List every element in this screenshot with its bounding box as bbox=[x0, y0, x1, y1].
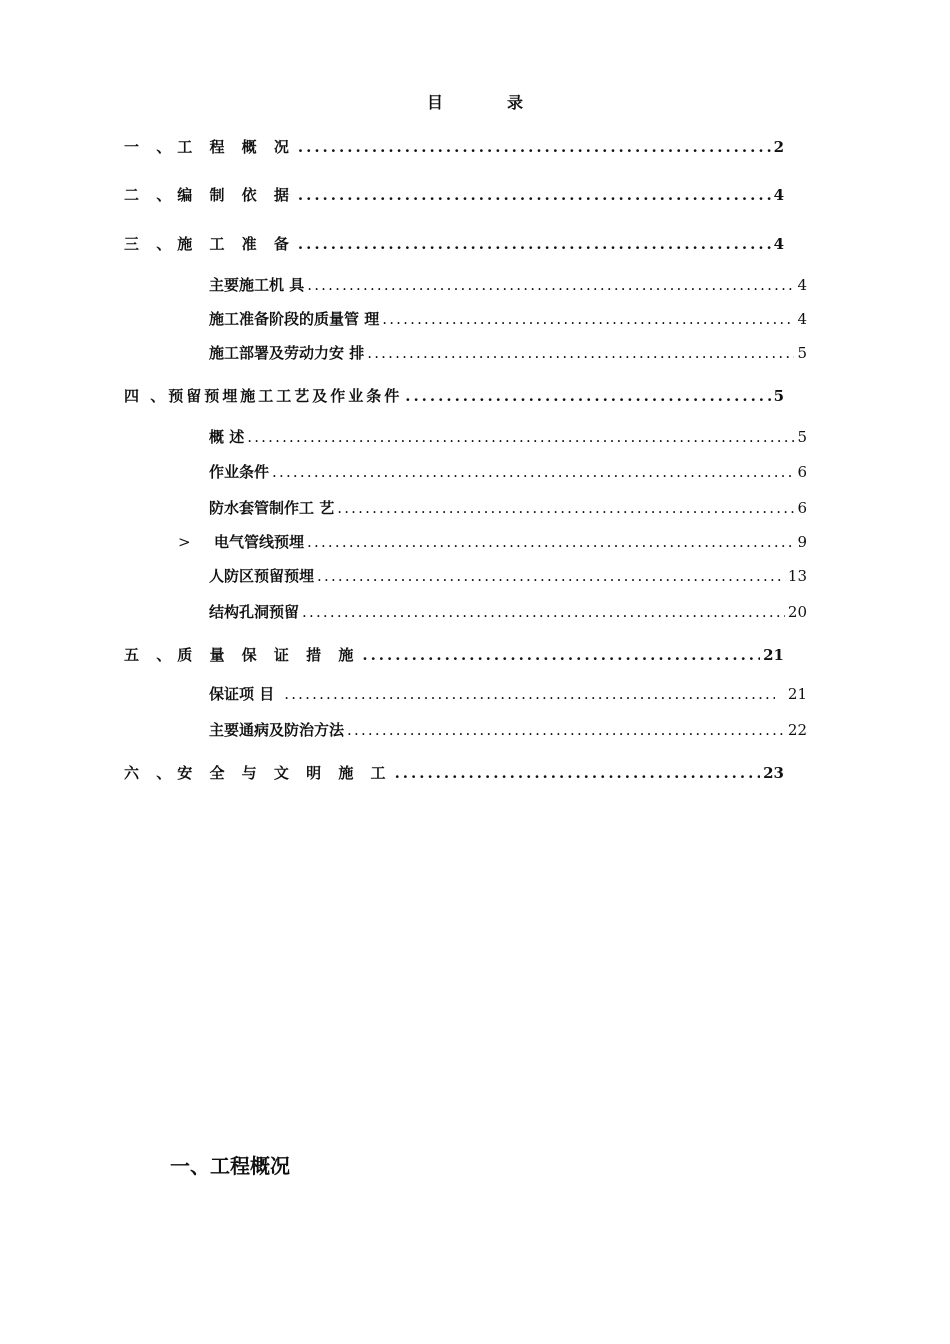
toc-entry-page: 9 bbox=[797, 533, 807, 551]
toc-leader-dots bbox=[272, 462, 794, 482]
toc-entry-3-2[interactable] bbox=[209, 309, 807, 329]
toc-leader-dots bbox=[247, 427, 794, 447]
toc-entry-page: 20 bbox=[787, 603, 807, 621]
toc-entry-4[interactable] bbox=[124, 386, 784, 406]
toc-title-right: 录 bbox=[507, 93, 524, 112]
toc-leader-dots bbox=[298, 137, 771, 157]
toc-entry-label: 保证项 目 bbox=[209, 685, 275, 703]
toc-leader-dots bbox=[298, 185, 771, 205]
toc-entry-5-1[interactable] bbox=[209, 684, 807, 704]
toc-entry-page: 5 bbox=[797, 428, 807, 446]
section-heading: 一、工程概况 bbox=[170, 1154, 290, 1178]
toc-entry-5-2[interactable] bbox=[209, 720, 807, 740]
toc-entry-1[interactable] bbox=[124, 137, 784, 157]
toc-entry-label: 结构孔洞预留 bbox=[209, 603, 300, 621]
toc-entry-page: 5 bbox=[797, 344, 807, 362]
toc-entry-4-4[interactable] bbox=[214, 532, 807, 552]
toc-entry-label: 五 、质 量 保 证 措 施 bbox=[124, 646, 360, 664]
toc-bullet-marker: > bbox=[178, 533, 191, 551]
toc-leader-dots bbox=[362, 645, 760, 665]
toc-entry-5[interactable] bbox=[124, 645, 784, 665]
toc-entry-3-3[interactable] bbox=[209, 343, 807, 363]
toc-leader-dots bbox=[337, 498, 794, 518]
toc-entry-label: 一 、工 程 概 况 bbox=[124, 138, 295, 156]
toc-entry-page: 21 bbox=[787, 685, 807, 703]
toc-entry-label: 主要施工机 具 bbox=[209, 276, 305, 294]
toc-entry-page: 6 bbox=[797, 499, 807, 517]
toc-entry-page: 22 bbox=[787, 721, 807, 739]
toc-title-left: 目 bbox=[426, 93, 443, 112]
toc-leader-dots bbox=[307, 275, 794, 295]
toc-entry-label: 概 述 bbox=[209, 428, 245, 446]
toc-leader-dots bbox=[405, 386, 770, 406]
toc-entry-label: 防水套管制作工 艺 bbox=[209, 499, 335, 517]
toc-leader-dots bbox=[284, 684, 775, 704]
toc-entry-4-5[interactable] bbox=[209, 566, 807, 586]
toc-leader-dots bbox=[382, 309, 794, 329]
toc-entry-4-3[interactable] bbox=[209, 498, 807, 518]
toc-entry-page: 6 bbox=[797, 463, 807, 481]
toc-entry-4-6[interactable] bbox=[209, 602, 807, 622]
toc-entry-label: 施工部署及劳动力安 排 bbox=[209, 344, 365, 362]
toc-entry-page: 13 bbox=[787, 567, 807, 585]
toc-entry-4-1[interactable] bbox=[209, 427, 807, 447]
toc-entry-label: 人防区预留预埋 bbox=[209, 567, 315, 585]
toc-entry-label: 电气管线预埋 bbox=[214, 533, 305, 551]
toc-entry-page: 4 bbox=[797, 276, 807, 294]
toc-entry-6[interactable] bbox=[124, 763, 784, 783]
toc-entry-page: 4 bbox=[773, 186, 784, 204]
toc-entry-2[interactable] bbox=[124, 185, 784, 205]
toc-entry-4-2[interactable] bbox=[209, 462, 807, 482]
toc-leader-dots bbox=[302, 602, 785, 622]
toc-entry-page: 4 bbox=[797, 310, 807, 328]
toc-entry-label: 六 、安 全 与 文 明 施 工 bbox=[124, 764, 392, 782]
toc-entry-label: 二 、编 制 依 据 bbox=[124, 186, 295, 204]
toc-entry-page: 4 bbox=[773, 235, 784, 253]
toc-leader-dots bbox=[395, 763, 761, 783]
toc-leader-dots bbox=[298, 234, 771, 254]
toc-entry-page: 2 bbox=[773, 138, 784, 156]
toc-entry-label: 作业条件 bbox=[209, 463, 270, 481]
toc-entry-label: 三 、施 工 准 备 bbox=[124, 235, 295, 253]
toc-entry-label: 四 、预留预埋施工工艺及作业条件 bbox=[124, 387, 403, 405]
toc-entry-page: 21 bbox=[763, 646, 784, 664]
toc-leader-dots bbox=[367, 343, 794, 363]
toc-leader-dots bbox=[307, 532, 794, 552]
toc-entry-3-1[interactable] bbox=[209, 275, 807, 295]
toc-title bbox=[0, 90, 950, 113]
toc-entry-page: 5 bbox=[773, 387, 784, 405]
toc-leader-dots bbox=[317, 566, 785, 586]
toc-entry-3[interactable] bbox=[124, 234, 784, 254]
toc-leader-dots bbox=[347, 720, 785, 740]
toc-entry-label: 施工准备阶段的质量管 理 bbox=[209, 310, 380, 328]
toc-entry-label: 主要通病及防治方法 bbox=[209, 721, 345, 739]
toc-entry-page: 23 bbox=[763, 764, 784, 782]
